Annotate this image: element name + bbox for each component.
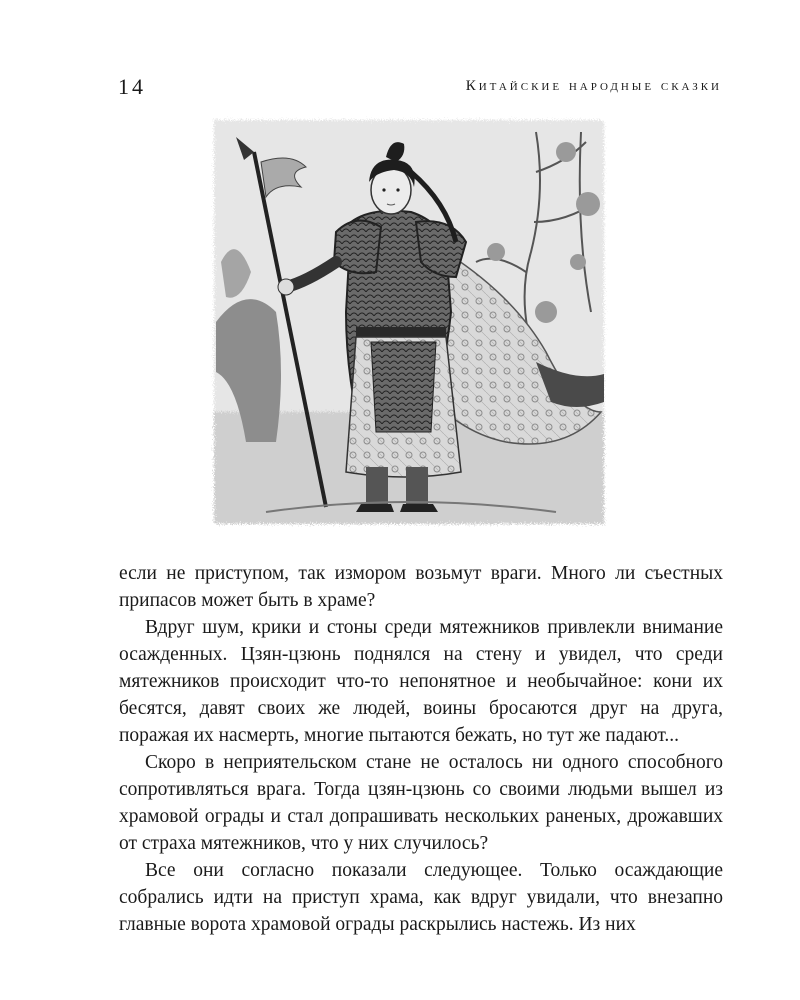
page-number: 14 (118, 74, 146, 99)
paragraph-3: Скоро в неприятельском стане не осталось ни одного способного сопротивляться врага. Тогда цзян-цзюнь со своими людьми вышел из храмовой ограды и стал допрашивать нескольких раненых, дрожавших от страха мятежников, что у них случилось? (119, 752, 723, 854)
woman-warrior-illustration (206, 112, 612, 532)
body-text (119, 560, 723, 938)
paragraph-2: Вдруг шум, крики и стоны среди мятежников привлекли внимание осажденных. Цзян-цзюнь поднялся на стену и увидел, что среди мятежников происходит что-то непонятное и необычайное: кони их бесятся, давят своих же людей, воины бросаются друг на друга, поражая их насмерть, многие пытаются бежать, но тут же падают... (119, 617, 723, 746)
paragraph-1: если не приступом, так измором возьмут враги. Много ли съестных припасов может быть в храме? (119, 563, 723, 611)
running-title: Китайские народные сказки (465, 78, 722, 94)
paragraph-4: Все они согласно показали следующее. Только осаждающие собрались идти на приступ храма, как вдруг увидали, что внезапно главные ворота храмовой ограды раскрылись настежь. Из них (119, 860, 723, 935)
